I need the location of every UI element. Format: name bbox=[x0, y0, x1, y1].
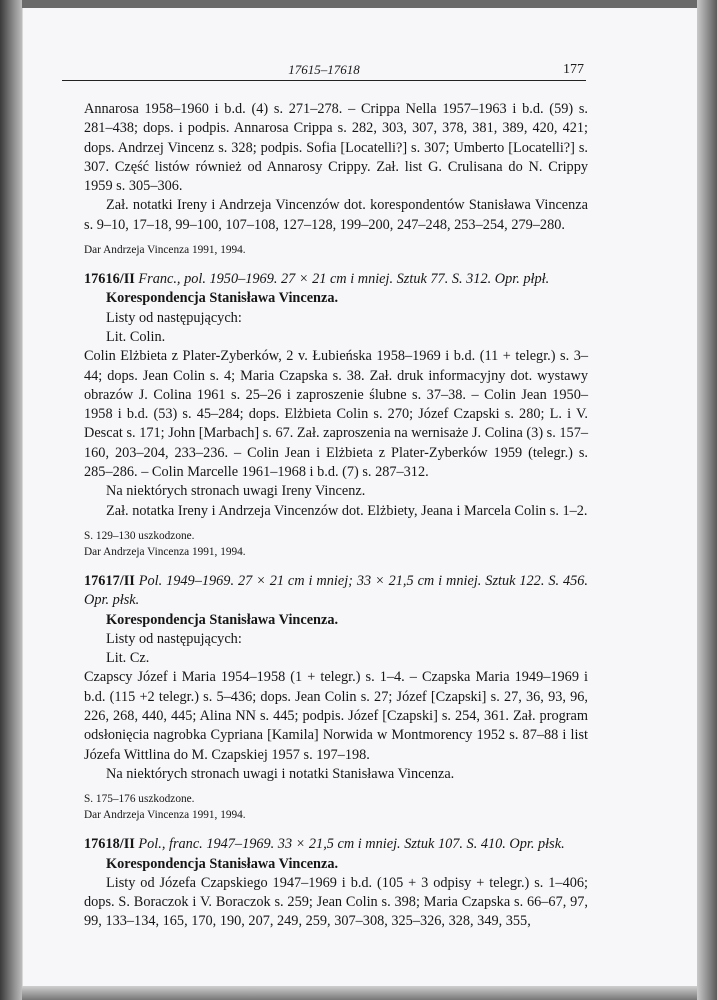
entry-heading bbox=[84, 572, 588, 611]
paragraph: Listy od następujących: bbox=[106, 630, 242, 647]
running-title: 17615–17618 bbox=[288, 62, 360, 77]
entry-description: Pol. 1949–1969. 27 × 21 cm i mniej; 33 × 21,5 cm i mniej. Sztuk 122. S. 456. Opr. płsk. bbox=[84, 572, 588, 609]
paragraph: Annarosa 1958–1960 i b.d. (4) s. 271–278. – Crippa Nella 1957–1963 i b.d. (59) s. 281–438; dops. i podpis. Annarosa Crippa s. 282, 303, 307, 378, 381, 389, 420, 421; dops. Andrzej Vincenz s. 328; podpis. Sofia [Locatelli?] s. 307; Umberto [Locatelli?] s. 307. Część listów również od Annarosy Crippy. Zał. list G. Crulisana do N. Crippy 1959 s. 305–306. bbox=[84, 101, 588, 195]
entry-heading bbox=[84, 270, 588, 289]
entry-title: Korespondencja Stanisława Vincenza. bbox=[106, 855, 339, 872]
condition-note: S. 129–130 uszkodzone. bbox=[84, 529, 195, 542]
entry-heading bbox=[84, 835, 588, 854]
entry-title: Korespondencja Stanisława Vincenza. bbox=[106, 611, 339, 628]
page-bottom-shadow bbox=[22, 986, 697, 1000]
entry-id: 17617/II bbox=[84, 572, 135, 589]
paragraph: Na niektórych stronach uwagi Ireny Vincenz. bbox=[106, 483, 366, 500]
catalog-entry-17616 bbox=[84, 270, 588, 560]
catalog-entry-17618 bbox=[84, 835, 588, 931]
provenance-note: Dar Andrzeja Vincenza 1991, 1994. bbox=[84, 545, 246, 558]
paragraph: Listy od Józefa Czapskiego 1947–1969 i b.d. (105 + 3 odpisy + telegr.) s. 1–406; dops. S. Boraczok i V. Boraczok s. 259; Jean Colin s. 398; Maria Czapska s. 66–67, 97, 99, 133–134, 165, 170, 190, 207, 249, 259, 307–308, 325–326, 328, 349, 355, bbox=[84, 874, 588, 930]
entry-id: 17618/II bbox=[84, 836, 135, 853]
paragraph: Zał. notatki Ireny i Andrzeja Vincenzów dot. korespondentów Stanisława Vincenza s. 9–10, 17–18, 99–100, 107–108, 127–128, 199–200, 247–248, 253–254, 279–280. bbox=[84, 197, 588, 233]
entry-title: Korespondencja Stanisława Vincenza. bbox=[106, 290, 339, 307]
book-binding-shadow bbox=[0, 0, 22, 1000]
provenance-note: Dar Andrzeja Vincenza 1991, 1994. bbox=[84, 244, 246, 257]
provenance-note: Dar Andrzeja Vincenza 1991, 1994. bbox=[84, 809, 246, 822]
catalog-entry-17617 bbox=[84, 572, 588, 823]
entry-description: Franc., pol. 1950–1969. 27 × 21 cm i mniej. Sztuk 77. S. 312. Opr. płpł. bbox=[138, 271, 550, 288]
catalog-content bbox=[84, 100, 588, 932]
paragraph: Czapscy Józef i Maria 1954–1958 (1 + telegr.) s. 1–4. – Czapska Maria 1949–1969 i b.d. (115 +2 telegr.) s. 5–436; dops. Jean Colin s. 27; Józef [Czapski] s. 27, 36, 93, 96, 226, 268, 440, 445; Alina NN s. 445; podpis. Józef [Czapski] s. 254, 361. Zał. program odsłonięcia nagrobka Cypriana [Kamila] Norwida w Montmorency 1952 s. 87–88 i list Józefa Wittlina do M. Czapskiej 1957 s. 197–198. bbox=[84, 669, 588, 763]
page-number: 177 bbox=[563, 62, 584, 77]
condition-note: S. 175–176 uszkodzone. bbox=[84, 793, 195, 806]
entry-id: 17616/II bbox=[84, 271, 135, 288]
paragraph: Zał. notatka Ireny i Andrzeja Vincenzów dot. Elżbiety, Jeana i Marcela Colin s. 1–2. bbox=[106, 502, 588, 519]
paragraph: Listy od następujących: bbox=[106, 309, 242, 326]
page-edge-shadow bbox=[697, 0, 717, 1000]
paragraph: Lit. Colin. bbox=[106, 328, 166, 345]
paragraph: Lit. Cz. bbox=[106, 650, 150, 667]
paragraph: Na niektórych stronach uwagi i notatki Stanisława Vincenza. bbox=[106, 765, 455, 782]
entry-description: Pol., franc. 1947–1969. 33 × 21,5 cm i mniej. Sztuk 107. S. 410. Opr. płsk. bbox=[138, 836, 565, 853]
page-header bbox=[62, 58, 586, 81]
paragraph: Colin Elżbieta z Plater-Zyberków, 2 v. Łubieńska 1958–1969 i b.d. (11 + telegr.) s. 3–44; dops. Jean Colin s. 4; Maria Czapska s. 38. Zał. druk informacyjny dot. wystawy obrazów J. Colina 1961 s. 25–26 i zaproszenie ślubne s. 37–38. – Colin Jean 1950–1958 i b.d. (53) s. 45–284; dops. Elżbieta Colin s. 270; Józef Czapski s. 280; L. i V. Descat s. 171; John [Marbach] s. 67. Zał. zaproszenia na wernisaże J. Colina (3) s. 157–160, 203–204, 233–236. – Colin Jean i Elżbieta z Plater-Zyberków 1959 (telegr.) s. 285–286. – Colin Marcelle 1961–1968 i b.d. (7) s. 287–312. bbox=[84, 348, 588, 481]
